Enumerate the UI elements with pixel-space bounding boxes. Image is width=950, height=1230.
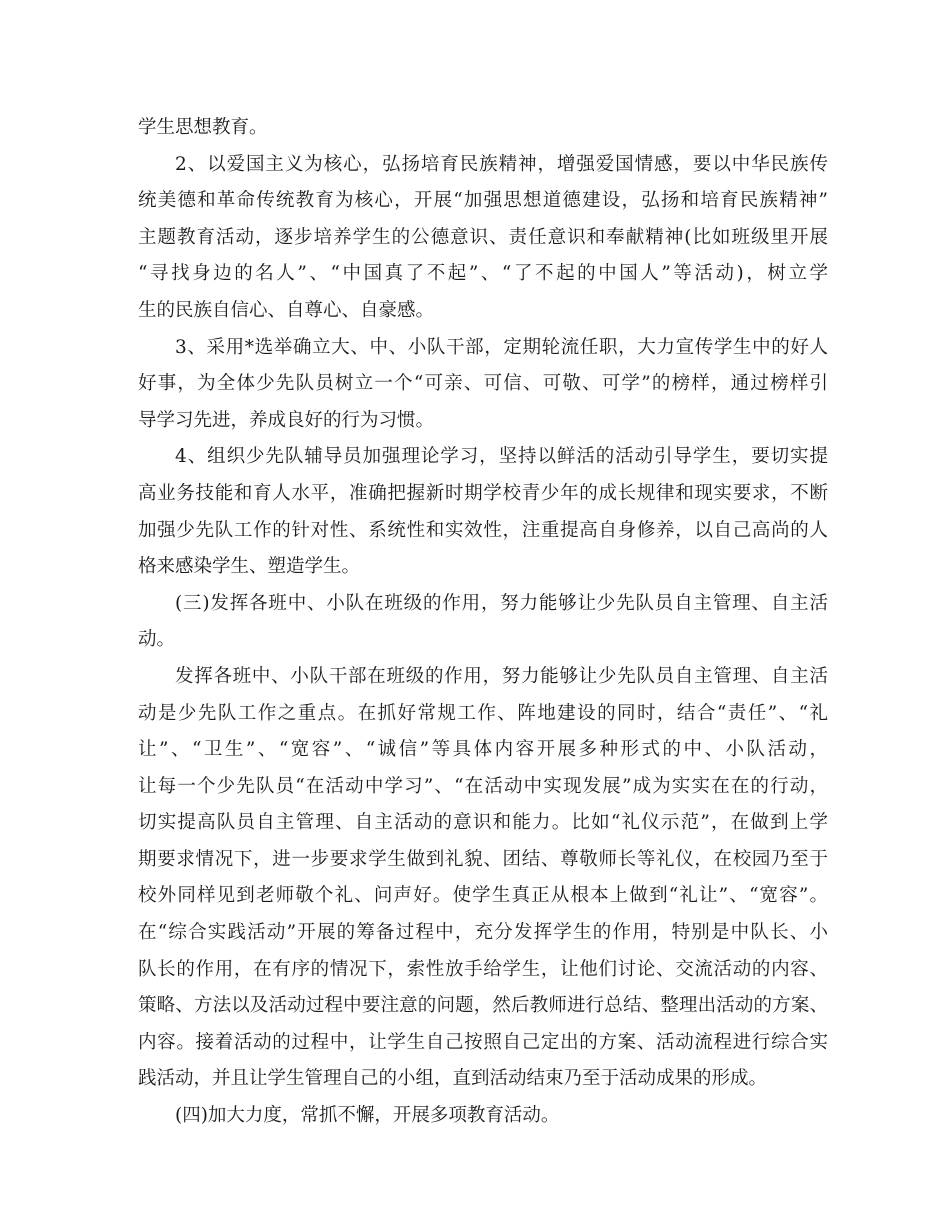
- text-line: 主题教育活动，逐步培养学生的公德意识、责任意识和奉献精神(比如班级里开展: [138, 226, 828, 248]
- text-line: (三)发挥各班中、小队在班级的作用，努力能够让少先队员自主管理、自主活: [175, 592, 828, 614]
- text-line: 让”、“卫生”、“宽容”、“诚信”等具体内容开展多种形式的中、小队活动，: [138, 739, 828, 761]
- text-line: 期要求情况下，进一步要求学生做到礼貌、团结、尊敬师长等礼仪，在校园乃至于: [138, 848, 828, 870]
- text-line: “寻找身边的名人”、“中国真了不起”、“了不起的中国人”等活动)，树立学: [138, 263, 828, 285]
- text-line: (四)加大力度，常抓不懈，开展多项教育活动。: [175, 1105, 560, 1127]
- body-text: [138, 110, 828, 1135]
- text-line: 校外同样见到老师敬个礼、问声好。使学生真正从根本上做到“礼让”、“宽容”。: [138, 885, 828, 907]
- text-line: 让每一个少先队员“在活动中学习”、“在活动中实现发展”成为实实在在的行动，: [138, 775, 828, 797]
- text-line: 内容。接着活动的过程中，让学生自己按照自己定出的方案、活动流程进行综合实: [138, 1031, 828, 1053]
- text-line: 学生思想教育。: [138, 117, 268, 138]
- text-line: 导学习先进，养成良好的行为习惯。: [138, 409, 435, 431]
- text-line: 切实提高队员自主管理、自主活动的意识和能力。比如“礼仪示范”，在做到上学: [138, 812, 828, 834]
- text-line: 4、组织少先队辅导员加强理论学习，坚持以鲜活的活动引导学生，要切实提: [175, 446, 828, 468]
- text-line: 发挥各班中、小队干部在班级的作用，努力能够让少先队员自主管理、自主活: [175, 665, 828, 687]
- text-line: 好事，为全体少先队员树立一个“可亲、可信、可敬、可学”的榜样，通过榜样引: [138, 373, 828, 395]
- text-line: 格来感染学生、塑造学生。: [138, 556, 361, 578]
- text-line: 2、以爱国主义为核心，弘扬培育民族精神，增强爱国情感，要以中华民族传: [175, 153, 828, 175]
- text-line: 队长的作用，在有序的情况下，索性放手给学生，让他们讨论、交流活动的内容、: [138, 958, 828, 980]
- text-line: 生的民族自信心、自尊心、自豪感。: [138, 299, 435, 321]
- text-line: 统美德和革命传统教育为核心，开展“加强思想道德建设，弘扬和培育民族精神”: [138, 190, 828, 212]
- text-line: 3、采用*选举确立大、中、小队干部，定期轮流任职，大力宣传学生中的好人: [175, 336, 828, 358]
- text-line: 在“综合实践活动”开展的筹备过程中，充分发挥学生的作用，特别是中队长、小: [138, 922, 828, 944]
- text-line: 高业务技能和育人水平，准确把握新时期学校青少年的成长规律和现实要求，不断: [138, 482, 828, 504]
- text-line: 加强少先队工作的针对性、系统性和实效性，注重提高自身修养，以自己高尚的人: [138, 519, 828, 541]
- text-line: 动是少先队工作之重点。在抓好常规工作、阵地建设的同时，结合“责任”、“礼: [138, 702, 828, 724]
- text-line: 策略、方法以及活动过程中要注意的问题，然后教师进行总结、整理出活动的方案、: [138, 995, 828, 1017]
- text-line: 动。: [138, 629, 176, 651]
- text-line: 践活动，并且让学生管理自己的小组，直到活动结束乃至于活动成果的形成。: [138, 1068, 768, 1090]
